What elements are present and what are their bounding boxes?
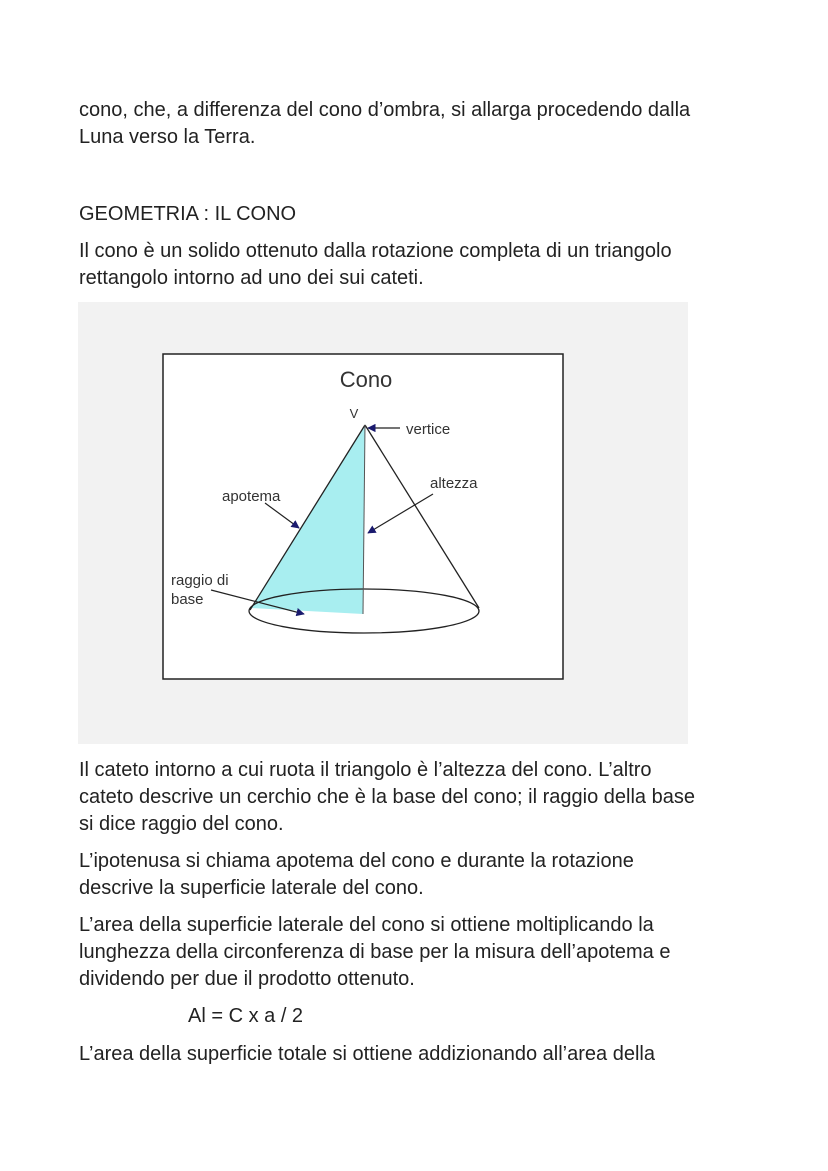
paragraph-area-laterale-line-3: dividendo per due il prodotto ottenuto. (79, 968, 415, 990)
paragraph-area-laterale-line-2: lunghezza della circonferenza di base per la misura dell’apotema e (79, 941, 671, 963)
paragraph-area-laterale-line-1: L’area della superficie laterale del cono si ottiene moltiplicando la (79, 914, 654, 936)
vertex-letter: V (349, 406, 359, 421)
paragraph-altezza-line-2: cateto descrive un cerchio che è la base del cono; il raggio della base (79, 786, 695, 808)
cone-diagram (78, 302, 688, 744)
paragraph-area-totale (79, 1041, 759, 1068)
intro-paragraph (79, 97, 759, 151)
label-raggio-line-1: raggio di (171, 572, 229, 589)
paragraph-area-totale-line-1: L’area della superficie totale si ottiene addizionando all’area della (79, 1043, 655, 1065)
paragraph-altezza-line-1: Il cateto intorno a cui ruota il triangolo è l’altezza del cono. L’altro (79, 759, 652, 781)
intro-line-2: Luna verso la Terra. (79, 126, 256, 148)
paragraph-apotema-line-1: L’ipotenusa si chiama apotema del cono e durante la rotazione (79, 850, 634, 872)
section-title: GEOMETRIA : IL CONO (79, 203, 297, 225)
paragraph-altezza (79, 757, 759, 838)
label-vertice: vertice (406, 421, 451, 438)
paragraph-area-laterale (79, 912, 759, 993)
definition-line-1: Il cono è un solido ottenuto dalla rotazione completa di un triangolo (79, 240, 672, 262)
formula-area-laterale: Al = C x a / 2 (188, 1005, 304, 1027)
paragraph-altezza-line-3: si dice raggio del cono. (79, 813, 284, 835)
label-altezza: altezza (430, 475, 478, 492)
paragraph-apotema-line-2: descrive la superficie laterale del cono. (79, 877, 424, 899)
diagram-title: Cono (339, 367, 393, 392)
intro-line-1: cono, che, a differenza del cono d’ombra, si allarga procedendo dalla (79, 99, 691, 121)
definition-paragraph (79, 238, 759, 292)
label-apotema: apotema (222, 488, 281, 505)
definition-line-2: rettangolo intorno ad uno dei sui cateti. (79, 267, 424, 289)
cone-figure (78, 302, 688, 744)
paragraph-apotema (79, 848, 759, 902)
label-raggio-line-2: base (171, 591, 204, 608)
